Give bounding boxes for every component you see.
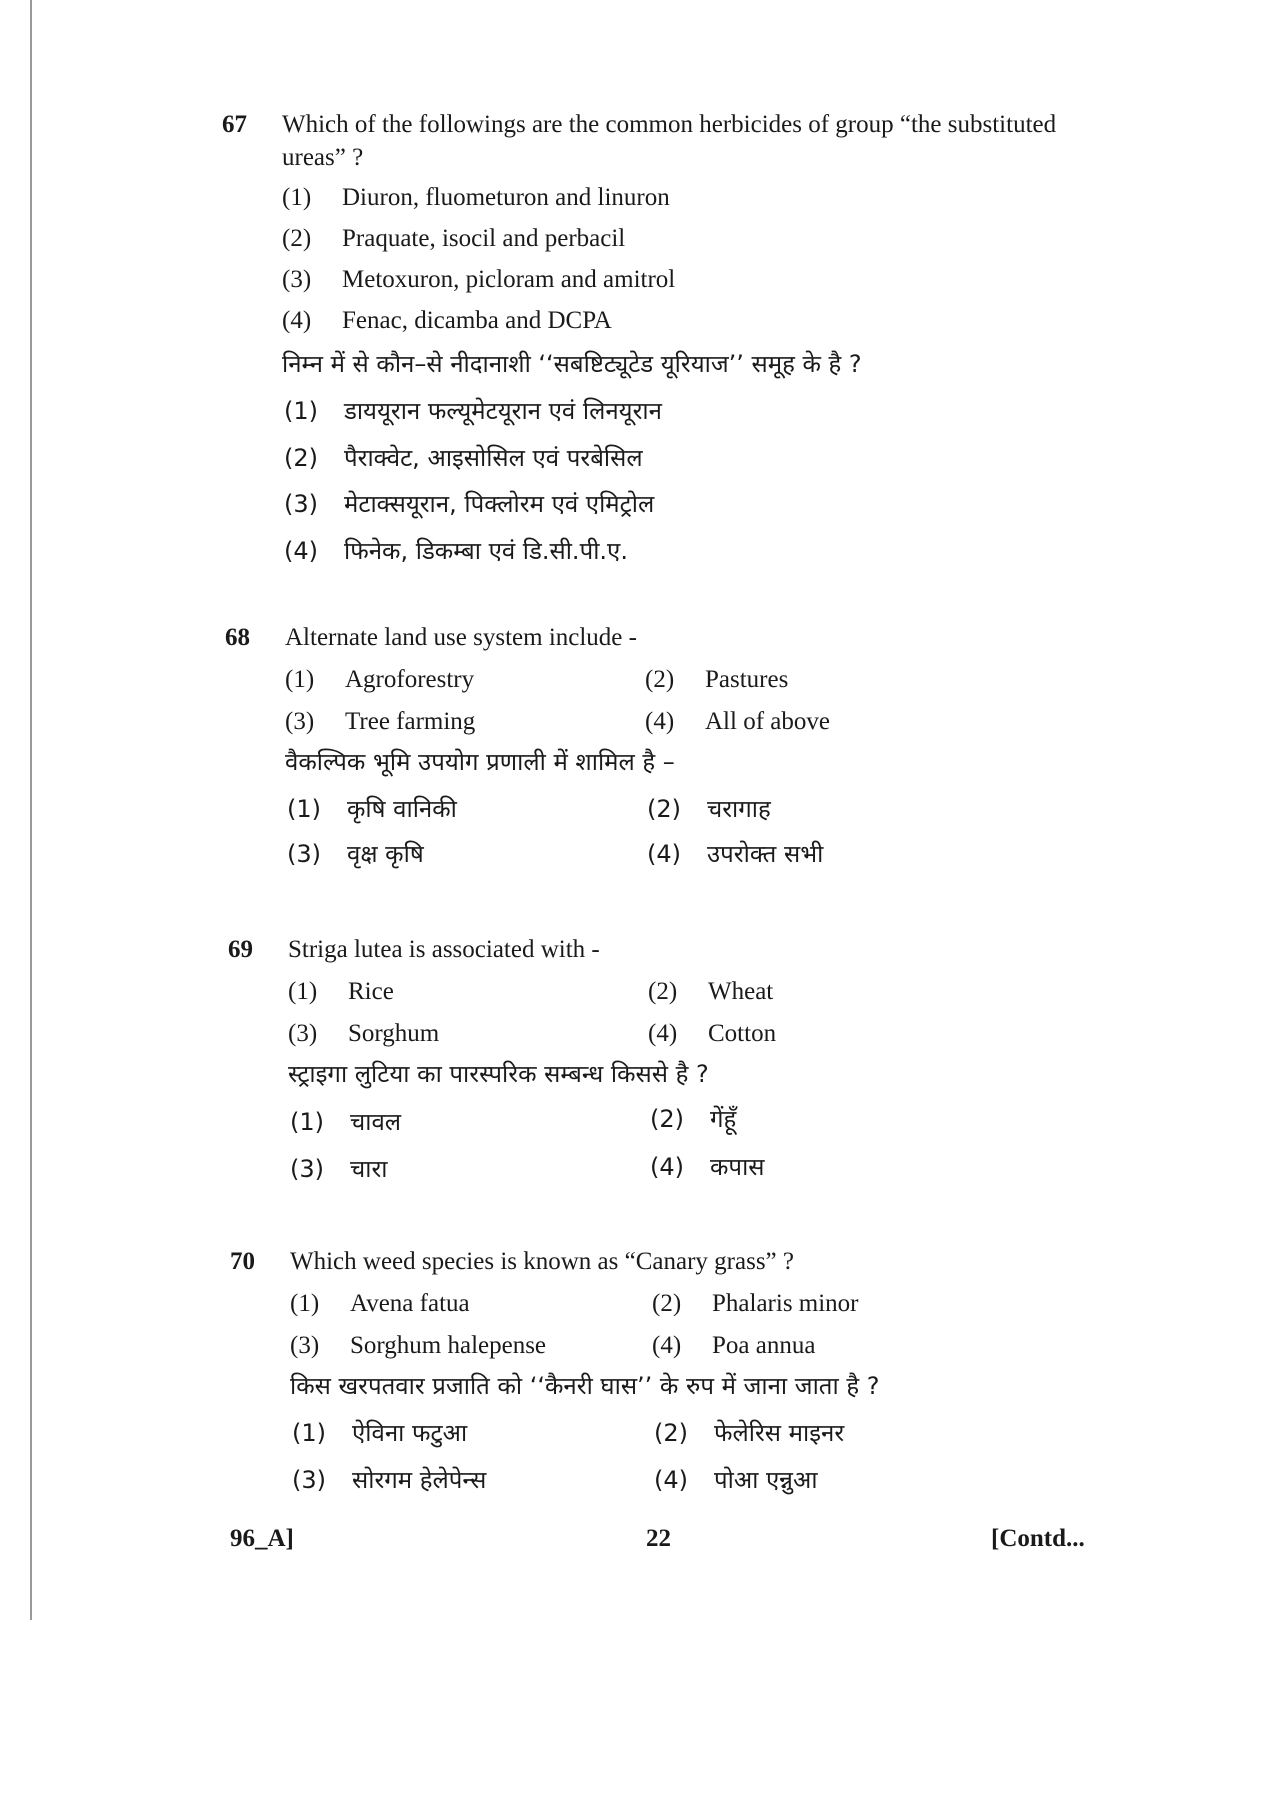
question-70	[230, 1245, 1110, 1505]
option-en-2: (2) Praquate, isocil and perbacil	[282, 225, 626, 252]
option-en-4: (4) Fenac, dicamba and DCPA	[282, 307, 612, 334]
option-hi-2: (2) गेंहूँ	[650, 1105, 737, 1133]
option-hi-4: (4) कपास	[650, 1153, 765, 1181]
footer-booklet-code: 96_A]	[230, 1525, 294, 1552]
question-text-hindi: वैकल्पिक भूमि उपयोग प्रणाली में शामिल है –	[285, 748, 675, 776]
option-en-4: (4) All of above	[645, 708, 830, 735]
option-hi-3: (3) वृक्ष कृषि	[287, 840, 424, 868]
option-hi-4: (4) पोआ एन्नुआ	[654, 1466, 818, 1494]
option-en-2: (2) Phalaris minor	[652, 1290, 859, 1317]
question-text-english: Alternate land use system include -	[285, 624, 637, 651]
question-text-english: Which weed species is known as “Canary grass” ?	[290, 1248, 794, 1275]
option-hi-2: (2) चरागाह	[647, 795, 771, 823]
option-hi-3: (3) सोरगम हेलेपेन्स	[292, 1466, 487, 1494]
option-hi-2: (2) पैराक्वेट, आइसोसिल एवं परबेसिल	[284, 444, 643, 472]
question-69	[228, 933, 1108, 1193]
option-hi-3: (3) मेटाक्सयूरान, पिक्लोरम एवं एमिट्रोल	[284, 490, 655, 518]
option-en-1: (1) Agroforestry	[285, 666, 475, 693]
option-en-3: (3) Tree farming	[285, 708, 476, 735]
option-hi-4: (4) फिनेक, डिकम्बा एवं डि.सी.पी.ए.	[284, 537, 628, 565]
option-hi-1: (1) चावल	[290, 1108, 402, 1136]
option-en-3: (3) Sorghum halepense	[290, 1332, 547, 1359]
footer-page-number: 22	[646, 1525, 671, 1552]
question-68	[225, 621, 1105, 881]
option-en-1: (1) Diuron, fluometuron and linuron	[282, 184, 670, 211]
option-en-1: (1) Avena fatua	[290, 1290, 470, 1317]
question-text-english: Striga lutea is associated with -	[288, 936, 600, 963]
option-hi-1: (1) डाययूरान फल्यूमेटयूरान एवं लिनयूरान	[284, 397, 662, 425]
question-number: 67	[222, 111, 247, 138]
option-hi-1: (1) ऐविना फटुआ	[292, 1419, 468, 1447]
question-text-hindi: निम्न में से कौन–से नीदानाशी ‘‘सबष्टिट्यूटेड यूरियाज’’ समूह के है ?	[282, 350, 862, 378]
question-text-hindi: स्ट्राइगा लुटिया का पारस्परिक सम्बन्ध किससे है ?	[288, 1060, 709, 1088]
question-number: 69	[228, 936, 253, 963]
option-en-3: (3) Sorghum	[288, 1020, 440, 1047]
option-en-4: (4) Poa annua	[652, 1332, 816, 1359]
option-en-1: (1) Rice	[288, 978, 394, 1005]
option-en-2: (2) Pastures	[645, 666, 789, 693]
question-text-english: Which of the followings are the common herbicides of group “the substituted ureas” ?	[282, 111, 1057, 171]
question-text-hindi: किस खरपतवार प्रजाति को ‘‘कैनरी घास’’ के रुप में जाना जाता है ?	[290, 1372, 880, 1400]
footer-contd: [Contd...	[991, 1525, 1085, 1552]
question-67	[222, 108, 1102, 578]
question-number: 68	[225, 624, 250, 651]
option-en-2: (2) Wheat	[648, 978, 774, 1005]
question-number: 70	[230, 1248, 255, 1275]
option-hi-2: (2) फेलेरिस माइनर	[654, 1419, 845, 1447]
page-margin-line	[30, 0, 32, 1620]
option-en-3: (3) Metoxuron, picloram and amitrol	[282, 266, 676, 293]
option-hi-4: (4) उपरोक्त सभी	[647, 840, 824, 868]
option-hi-1: (1) कृषि वानिकी	[287, 795, 457, 823]
option-hi-3: (3) चारा	[290, 1155, 388, 1183]
option-en-4: (4) Cotton	[648, 1020, 777, 1047]
